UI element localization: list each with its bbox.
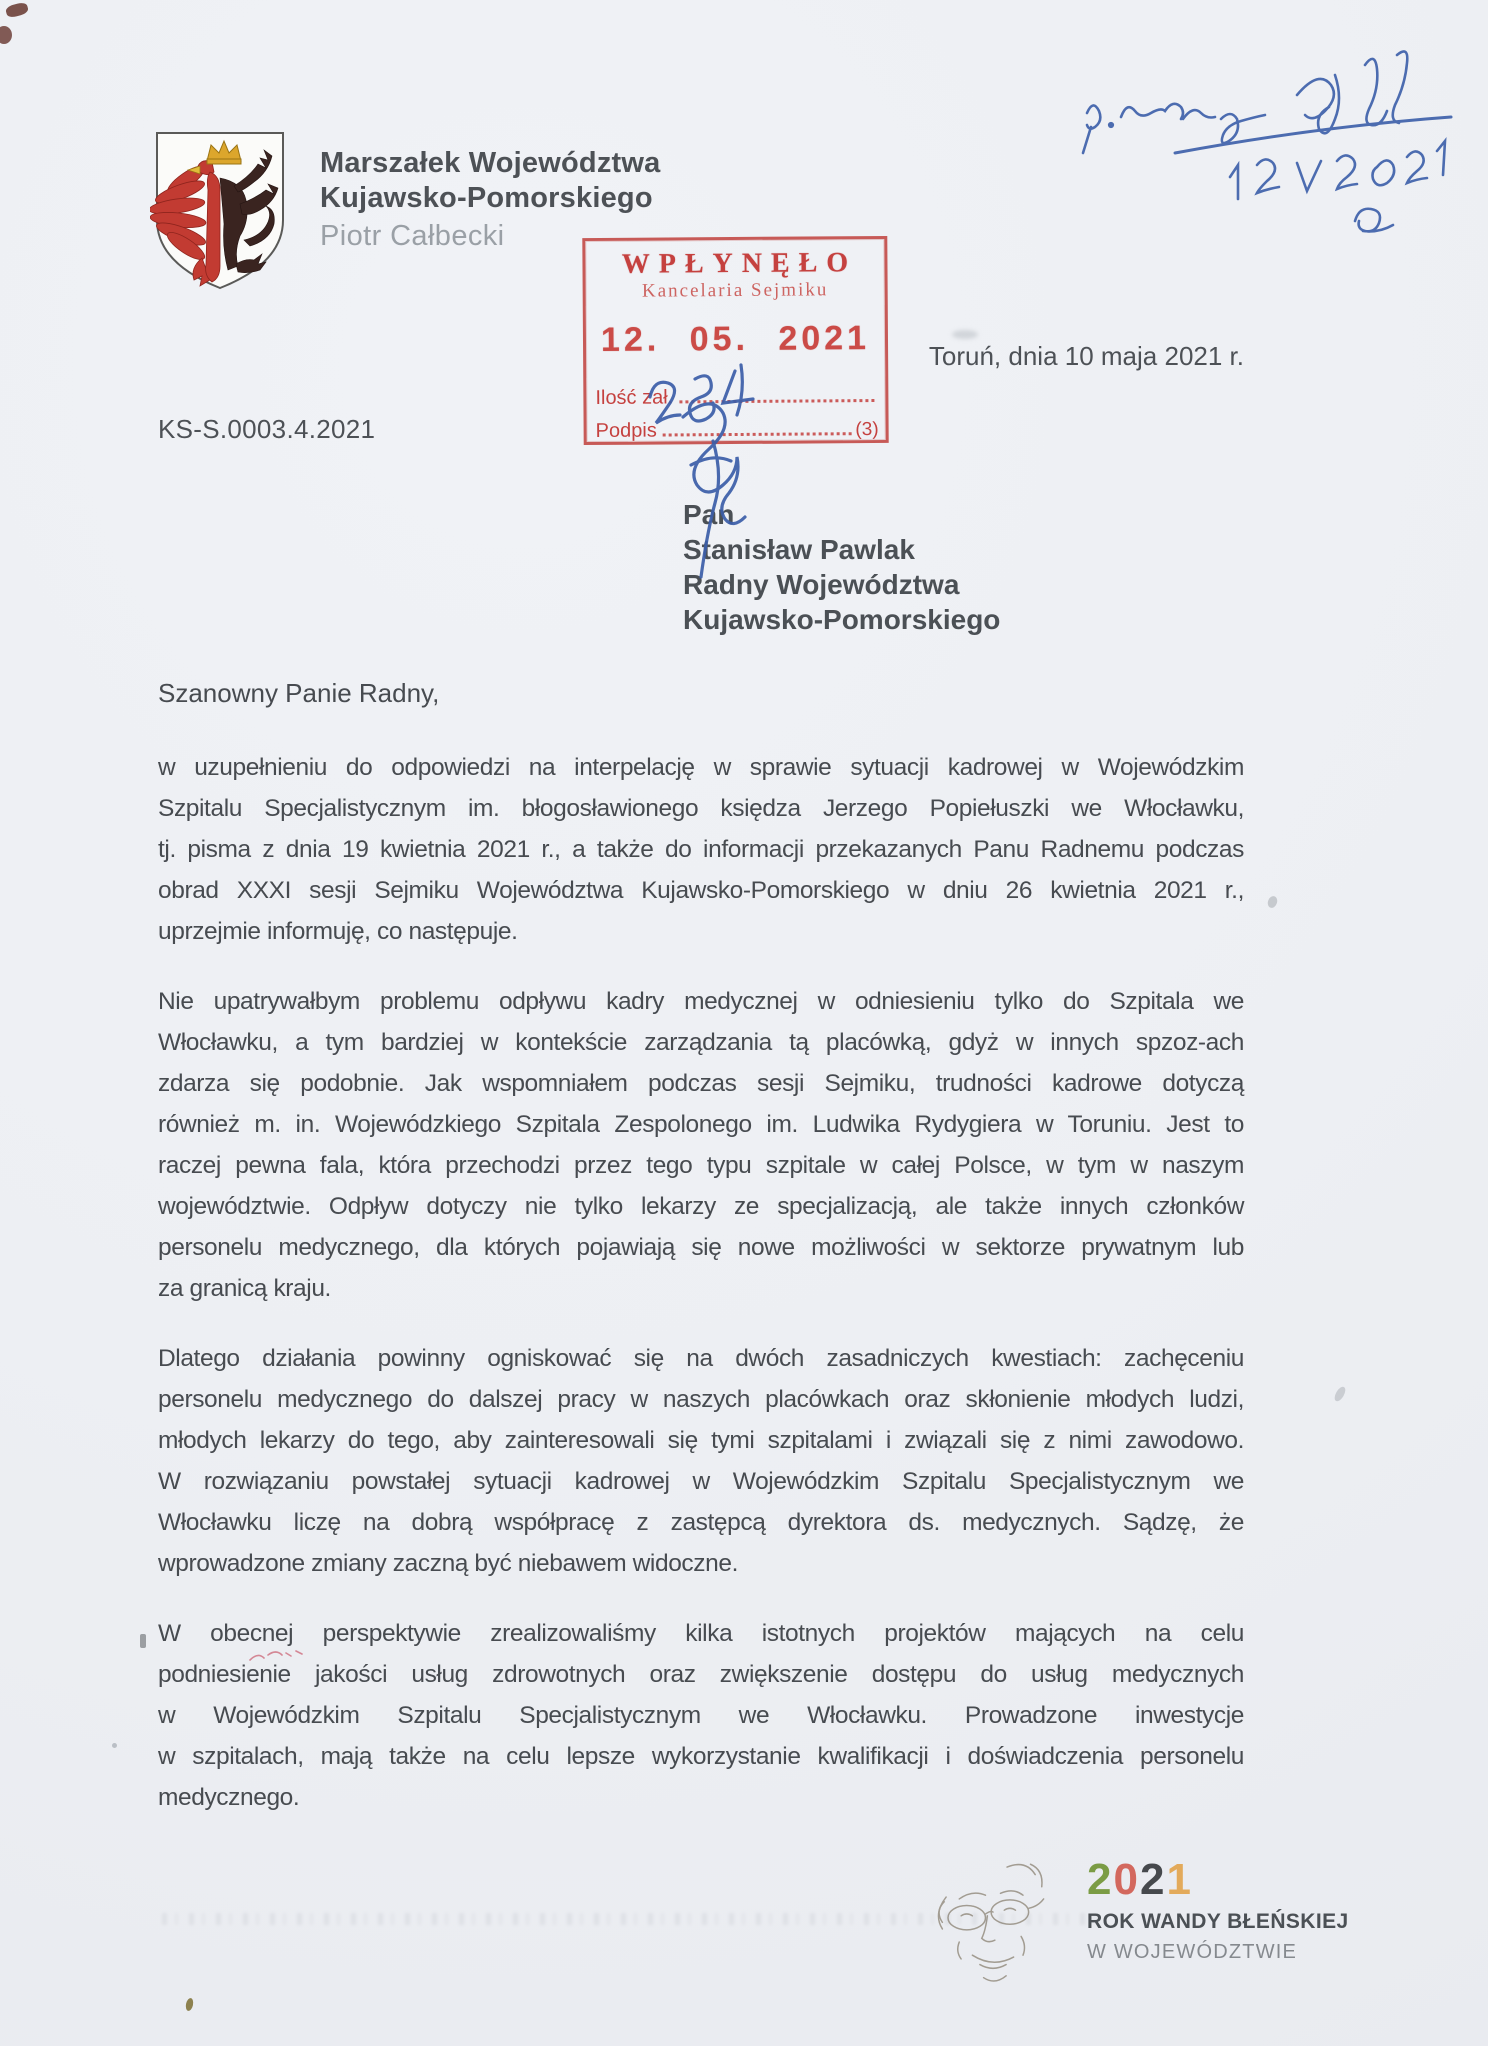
paragraph-line: za granicą kraju.: [158, 1275, 331, 1302]
scan-artifact-bleedthrough: [162, 1913, 1107, 1925]
handwritten-note-top-right: [1025, 35, 1465, 235]
logo-year-digit: 2: [1139, 1855, 1167, 1904]
paragraph-line: Dlatego działania powinny ogniskować się na dwóch zasadniczych kwestiach: zachęceniu: [158, 1345, 1244, 1372]
handwritten-name-scrawl: [1083, 51, 1407, 153]
paragraph-line: personelu medycznego, dla których pojawiają się nowe możliwości w sektorze prywatnym lub: [158, 1234, 1244, 1261]
paragraph-line: medycznego.: [158, 1784, 300, 1811]
paragraph-line: raczej pewna fala, która przechodzi przez tego typu szpitale w całej Polsce, w tym w naszym: [158, 1152, 1244, 1179]
paragraph-line: W rozwiązaniu powstałej sytuacji kadrowej w Wojewódzkim Szpitalu Specjalistycznym we: [158, 1468, 1244, 1495]
scan-artifact: [185, 1997, 195, 2011]
scan-artifact: [140, 1634, 146, 1648]
paragraph-line: Włocławku, a tym bardziej w kontekście zarządzania tą placówką, gdyż w innych spzoz-ach: [158, 1029, 1244, 1056]
stamp-signature-suffix: (3): [855, 419, 879, 441]
paragraph-line: w uzupełnieniu do odpowiedzi na interpelację w sprawie sytuacji kadrowej w Wojewódzkim: [158, 754, 1244, 781]
paragraph-line: również m. in. Wojewódzkiego Szpitala Zespolonego im. Ludwika Rydygiera w Toruniu. Jest to: [158, 1111, 1244, 1138]
logo-caption-line1: ROK WANDY BŁEŃSKIEJ: [1087, 1910, 1349, 1933]
logo-year-digit: 0: [1113, 1855, 1140, 1904]
paragraph: [158, 981, 1244, 1309]
paragraph-line: w szpitalach, mają także na celu lepsze wykorzystanie kwalifikacji i doświadczenia personelu: [158, 1743, 1244, 1770]
scan-artifact: [112, 1743, 117, 1748]
handwritten-flourish: [1355, 209, 1393, 232]
sender-title-line1: Marszałek Województwa: [320, 147, 661, 179]
scan-artifact: [1333, 1385, 1348, 1403]
paragraph-line: wprowadzone zmiany zaczną być niebawem widoczne.: [158, 1550, 738, 1577]
red-pen-scribble: [248, 1646, 310, 1666]
logo-caption-line2: W WOJEWÓDZTWIE: [1087, 1941, 1298, 1963]
scan-artifact: [1266, 895, 1279, 909]
paragraph-line: zdarza się podobnie. Jak wspomniałem podczas sesji Sejmiku, trudności kadrowe dotyczą: [158, 1070, 1244, 1097]
logo-year-digit: 1: [1166, 1855, 1193, 1904]
handwritten-date-12-V-2021: [1230, 141, 1445, 199]
scan-artifact: [5, 1, 29, 18]
paragraph-line: podniesienie jakości usług zdrowotnych oraz zwiększenie dostępu do usług medycznych: [158, 1661, 1244, 1688]
sender-title-line2: Kujawsko-Pomorskiego: [320, 182, 653, 214]
stamp-attachments-label: Ilość zał.: [595, 386, 674, 409]
paragraph-line: tj. pisma z dnia 19 kwietnia 2021 r., a także do informacji przekazanych Panu Radnemu podczas: [158, 836, 1244, 863]
recipient-line: Stanisław Pawlak: [683, 534, 915, 565]
sender-name: Piotr Całbecki: [320, 220, 505, 252]
paragraph-line: Włocławku liczę na dobrą współpracę z zastępcą dyrektora ds. medycznych. Sądzę, że: [158, 1509, 1244, 1536]
paragraph-line: młodych lekarzy do tego, aby zainteresowali się tymi szpitalami i związali się z nimi zawodowo.: [158, 1427, 1244, 1454]
paragraph: [158, 1338, 1244, 1584]
year-logo-block: [1087, 1855, 1349, 1964]
logo-year: [1087, 1855, 1349, 1904]
paragraph-line: W obecnej perspektywie zrealizowaliśmy kilka istotnych projektów mających na celu: [158, 1620, 1244, 1647]
paragraph-line: w Wojewódzkim Szpitalu Specjalistycznym we Włocławku. Prowadzone inwestycje: [158, 1702, 1244, 1729]
paragraph-line: województwie. Odpływ dotyczy nie tylko lekarzy ze specjalizacją, ale także innych członków: [158, 1193, 1244, 1220]
paragraph-line: obrad XXXI sesji Sejmiku Województwa Kujawsko-Pomorskiego w dniu 26 kwietnia 2021 r.,: [158, 877, 1244, 904]
recipient-line: Pan: [683, 499, 735, 530]
scan-artifact: [0, 26, 12, 44]
salutation: Szanowny Panie Radny,: [158, 678, 440, 708]
reference-number: KS-S.0003.4.2021: [158, 414, 376, 444]
handwritten-underline: [1175, 117, 1451, 153]
stamp-office: Kancelaria Sejmiku: [641, 279, 829, 302]
date-line: Toruń, dnia 10 maja 2021 r.: [928, 341, 1244, 371]
stamp-signature-label: Podpis: [595, 419, 657, 442]
paragraph: [158, 747, 1244, 952]
paragraph-line: Szpitalu Specjalistycznym im. błogosławionego księdza Jerzego Popiełuszki we Włocławku,: [158, 795, 1244, 822]
stamp-date: 12. 05. 2021: [600, 319, 871, 359]
recipient-line: Kujawsko-Pomorskiego: [683, 604, 1001, 635]
coat-of-arms-kujawsko-pomorskie: [150, 127, 290, 294]
paragraph: [158, 1613, 1244, 1818]
recipient-line: Radny Województwa: [683, 569, 960, 600]
paragraph-line: Nie upatrywałbym problemu odpływu kadry medycznej w odniesieniu tylko do Szpitala we: [158, 988, 1244, 1015]
logo-year-digit: 2: [1087, 1855, 1114, 1904]
scan-artifact: [952, 330, 978, 339]
paragraph-line: uprzejmie informuję, co następuje.: [158, 918, 518, 945]
body-paragraphs: [158, 747, 1244, 1847]
handwritten-signature-and-number: [595, 345, 895, 585]
stamp-title: WPŁYNĘŁO: [621, 247, 858, 280]
paragraph-line: personelu medycznego do dalszej pracy w naszych placówkach oraz skłonienie młodych ludzi,: [158, 1386, 1244, 1413]
